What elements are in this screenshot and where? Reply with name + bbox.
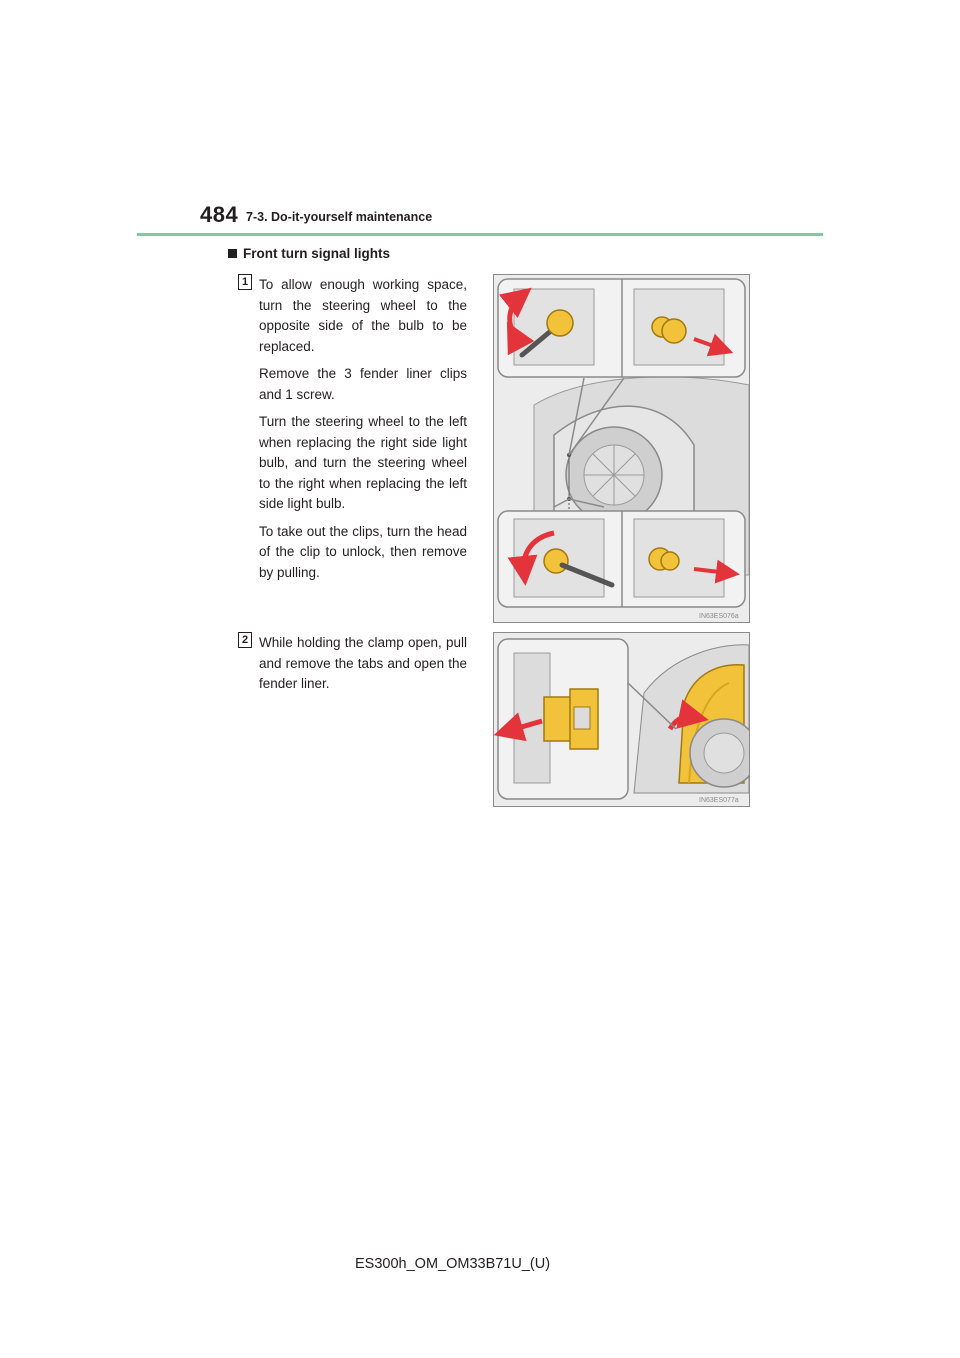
step-1-illustration (493, 274, 750, 623)
page-number: 484 (200, 202, 239, 227)
document-code: ES300h_OM_OM33B71U_(U) (355, 1256, 551, 1272)
step-2-paragraph: While holding the clamp open, pull and remove the tabs and open the fender liner. (259, 635, 467, 691)
figure-code: IN63ES077a (699, 797, 739, 804)
chapter-title: 7-3. Do-it-yourself maintenance (246, 210, 433, 224)
step-1-paragraph: Remove the 3 fender liner clips and 1 screw. (259, 366, 467, 402)
step-2-text (259, 633, 467, 702)
section-heading-text: Front turn signal lights (243, 246, 390, 261)
step-1-text (259, 275, 467, 590)
step-1-paragraph: Turn the steering wheel to the left when replacing the right side light bulb, and turn the steering wheel to the right when replacing the left side light bulb. (259, 414, 467, 511)
header-divider (137, 233, 823, 236)
step-number-badge: 2 (238, 632, 252, 648)
step-1-paragraph: To allow enough working space, turn the steering wheel to the opposite side of the bulb to be replaced. (259, 277, 467, 354)
step-2-illustration (493, 632, 750, 807)
step-number-badge: 1 (238, 274, 252, 290)
square-bullet-icon (228, 249, 237, 258)
section-heading (228, 246, 390, 261)
step-1-paragraph: To take out the clips, turn the head of the clip to unlock, then remove by pulling. (259, 523, 467, 580)
figure-code: IN63ES076a (699, 613, 739, 620)
